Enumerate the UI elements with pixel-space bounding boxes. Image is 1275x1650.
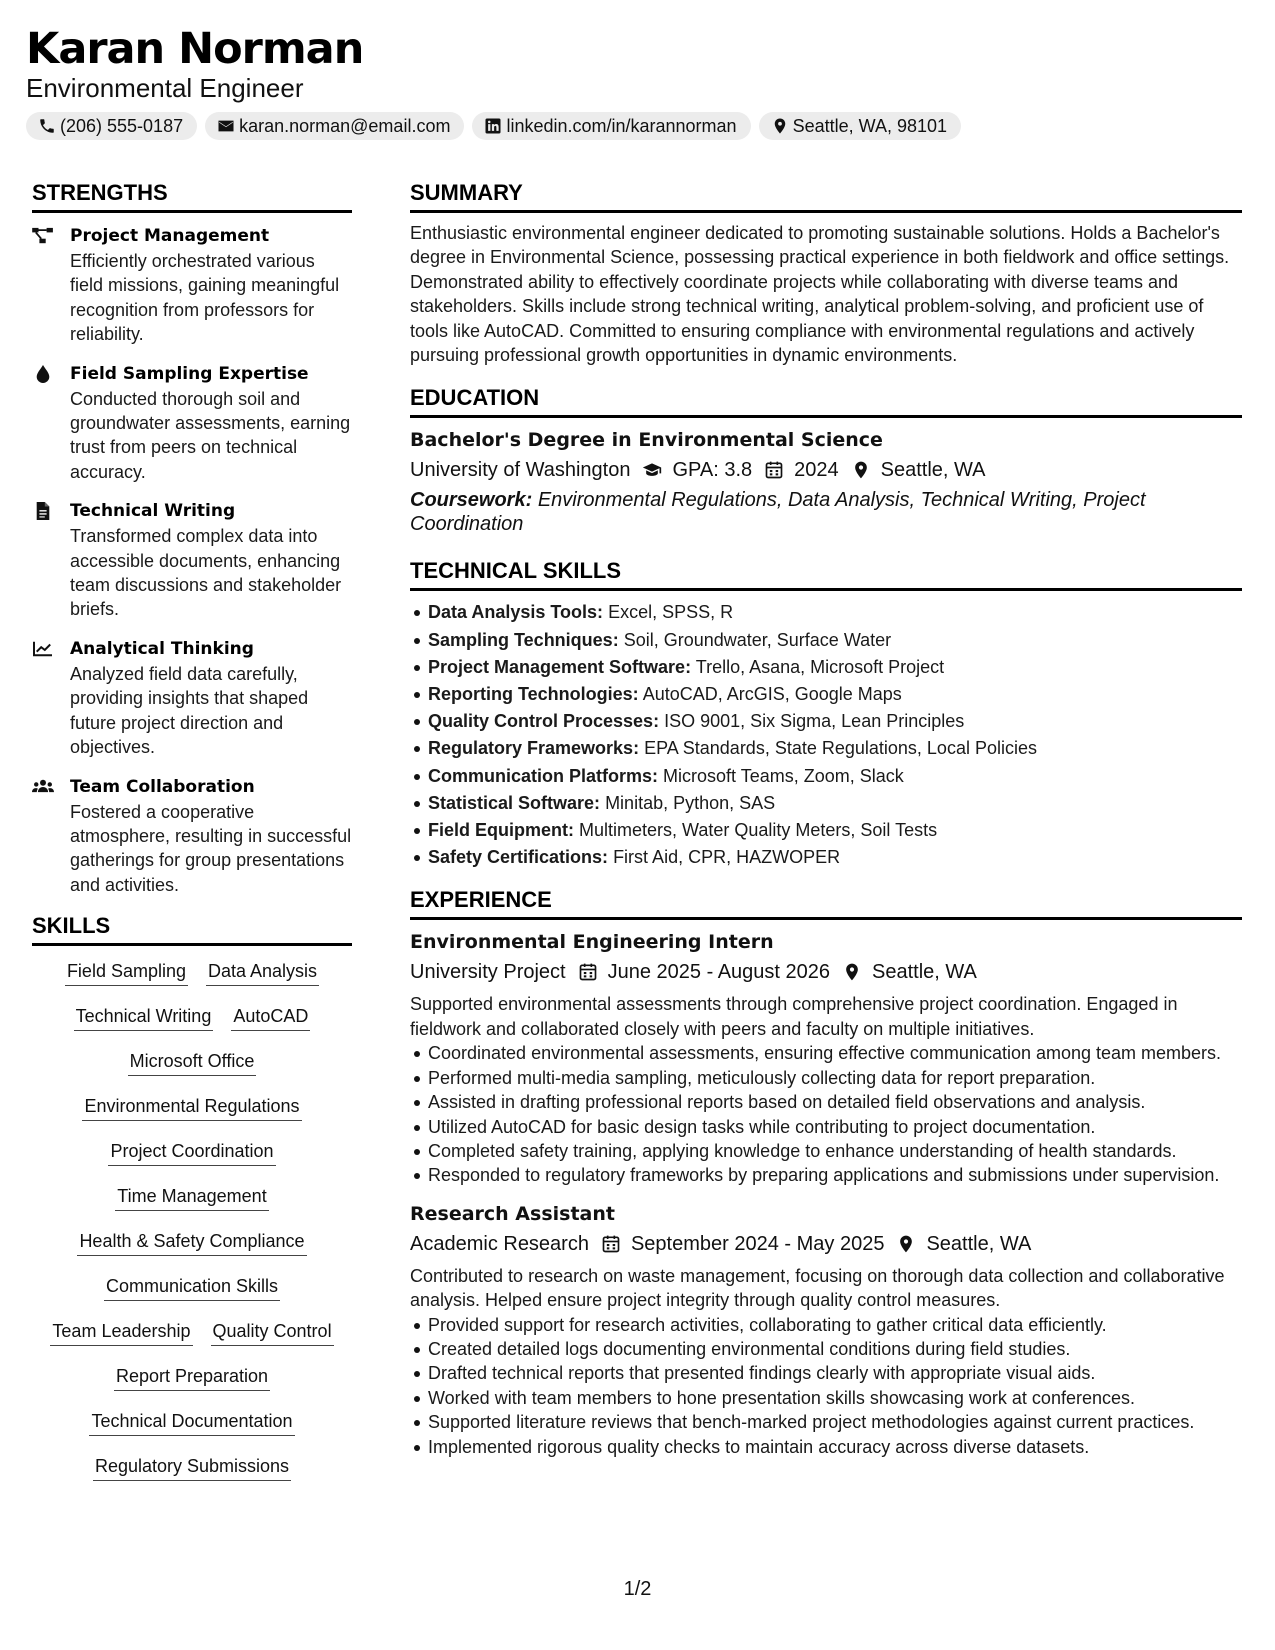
tech-skill-value: First Aid, CPR, HAZWOPER [613,847,841,868]
skill-tag: Health & Safety Compliance [77,1228,306,1256]
summary-text: Enthusiastic environmental engineer dedicated to promoting sustainable solutions. Holds a Bachelor's degree in Environmental Science, possessing practical experience in both fieldwork and office settings. Demonstrated ability to effectively coordinate projects while collaborating with diverse teams and stakeholders. Skills include strong technical writing, analytical problem-solving, and proficient use of tools like AutoCAD. Committed to ensuring compliance with environmental regulations and actively pursuing professional growth opportunities in dynamic environments. [410,223,1230,366]
experience-heading: EXPERIENCE [410,885,1242,920]
tech-skill-label: Communication Platforms: [428,765,659,786]
tech-skill-label: Quality Control Processes: [428,711,660,732]
strength-item [32,774,352,898]
list-item: Implemented rigorous quality checks to maintain accuracy across diverse datasets. [410,1435,1242,1459]
tech-skill-label: Data Analysis Tools: [428,602,604,623]
document-icon [32,502,54,520]
job-title: Research Assistant [410,1202,615,1225]
strength-desc: Conducted thorough soil and groundwater assessments, earning trust from peers on technical accuracy. [70,388,351,482]
tech-skill-value: AutoCAD, ArcGIS, Google Maps [642,684,902,705]
map-pin-icon [771,117,789,135]
location-text: Seattle, WA, 98101 [792,115,948,136]
coursework-list: Environmental Regulations, Data Analysis, Technical Writing, Project Coordination [410,489,1146,536]
job-meta [410,1228,1242,1260]
strength-title: Project Management [70,226,270,246]
strength-title: Team Collaboration [70,776,255,797]
job-location: Seattle, WA [926,1232,1032,1255]
tech-skill-value: Multimeters, Water Quality Meters, Soil Tests [579,820,938,841]
resume-header [26,24,1246,140]
email-chip[interactable] [205,112,464,140]
technical-skills-heading: TECHNICAL SKILLS [410,556,1242,591]
tech-skill-value: Excel, SPSS, R [608,602,734,623]
phone-text: (206) 555-0187 [60,115,184,136]
list-item: Provided support for research activities, collaborating to gather critical data efficiently. [410,1313,1242,1337]
tech-skill-label: Project Management Software: [428,656,692,677]
list-item [410,627,1242,654]
strength-title: Field Sampling Expertise [70,363,309,384]
strength-item [32,636,352,760]
tech-skill-label: Field Equipment: [428,820,574,841]
skill-tag: Project Coordination [108,1138,275,1166]
job-title: Environmental Engineering Intern [410,931,774,954]
job-org: University Project [410,961,566,984]
calendar-icon [578,962,598,982]
map-pin-icon [842,962,862,982]
list-item [410,654,1242,681]
tech-skill-value: Microsoft Teams, Zoom, Slack [663,765,904,786]
phone-icon [38,117,56,135]
list-item: Performed multi-media sampling, meticulously collecting data for report preparation. [410,1066,1242,1090]
school-name: University of Washington [410,459,631,482]
job-dates: June 2025 - August 2026 [607,961,831,984]
list-item [410,763,1242,790]
job-location: Seattle, WA [872,961,977,984]
list-item: Utilized AutoCAD for basic design tasks while contributing to project documentation. [410,1115,1242,1139]
education-heading: EDUCATION [410,383,1242,418]
coursework-label: Coursework: [410,489,533,512]
phone-chip[interactable] [26,112,197,140]
email-text: karan.norman@email.com [239,115,451,136]
line-chart-icon [32,640,54,658]
job-description: Contributed to research on waste management, focusing on thorough data collection and collaborative analysis. Helped ensure project integrity through quality control measures. [410,1265,1225,1311]
degree-title: Bachelor's Degree in Environmental Science [410,429,883,452]
list-item [410,681,1242,708]
tech-skill-label: Sampling Techniques: [428,629,619,650]
droplet-icon [32,365,54,383]
tech-skill-label: Reporting Technologies: [428,684,639,705]
education-meta [410,454,1242,486]
strengths-heading: STRENGTHS [32,178,352,213]
job-description: Supported environmental assessments through comprehensive project coordination. Engaged in fieldwork and collaborated closely with peers and faculty on multiple initiatives. [410,994,1178,1039]
strength-desc: Fostered a cooperative atmosphere, resulting in successful gatherings for group presentations and activities. [70,801,352,895]
candidate-title: Environmental Engineer [26,73,304,103]
experience-entry [410,1200,1242,1459]
users-icon [32,778,54,796]
list-item: Worked with team members to hone presentation skills showcasing work at conferences. [410,1386,1242,1410]
page-number: 1/2 [623,1578,652,1600]
technical-skills-list [410,599,1242,871]
job-dates: September 2024 - May 2025 [630,1232,885,1255]
list-item: Created detailed logs documenting environmental conditions during field studies. [410,1337,1242,1361]
skill-tag: Communication Skills [104,1273,280,1301]
summary-heading: SUMMARY [410,178,1242,213]
strength-title: Technical Writing [70,501,236,522]
strength-desc: Transformed complex data into accessible documents, enhancing team discussions and stakeholder briefs. [70,526,342,620]
left-column [32,178,352,1498]
location-chip [759,112,961,140]
strength-item [32,223,352,347]
skills-list [32,958,352,1498]
list-item [410,599,1242,626]
list-item: Coordinated environmental assessments, ensuring effective communication among team members. [410,1041,1242,1065]
list-item [410,708,1242,735]
list-item: Responded to regulatory frameworks by preparing applications and submissions under supervision. [410,1163,1242,1187]
calendar-icon [601,1234,621,1254]
map-pin-icon [851,460,871,480]
tech-skill-label: Statistical Software: [428,792,601,813]
skill-tag: Field Sampling [65,958,188,986]
skill-tag: AutoCAD [231,1003,310,1031]
tech-skill-value: Minitab, Python, SAS [605,792,776,813]
list-item [410,790,1242,817]
skill-tag: Quality Control [211,1318,334,1346]
experience-entry [410,928,1242,1187]
graduation-year: 2024 [794,459,839,482]
tech-skill-label: Regulatory Frameworks: [428,738,640,759]
strength-item [32,498,352,622]
strength-title: Analytical Thinking [70,638,254,659]
job-org: Academic Research [410,1232,589,1255]
skills-heading: SKILLS [32,911,352,946]
strength-desc: Efficiently orchestrated various field missions, gaining meaningful recognition from professors for reliability. [70,251,340,345]
graduation-cap-icon [642,460,662,480]
tech-skill-value: EPA Standards, State Regulations, Local Policies [644,738,1037,759]
contact-bar [26,112,1246,140]
list-item: Assisted in drafting professional reports based on detailed field observations and analysis. [410,1090,1242,1114]
education-location: Seattle, WA [880,459,986,482]
coursework [410,488,1242,536]
skill-tag: Technical Writing [74,1003,214,1031]
envelope-icon [217,117,235,135]
skill-tag: Report Preparation [114,1363,270,1391]
skill-tag: Technical Documentation [89,1408,294,1436]
linkedin-text: linkedin.com/in/karannorman [506,115,737,136]
job-bullets [410,1313,1242,1459]
candidate-name: Karan Norman [26,24,364,74]
skill-tag: Data Analysis [206,958,319,986]
strength-item [32,361,352,485]
map-pin-icon [896,1234,916,1254]
linkedin-icon [484,117,502,135]
calendar-icon [764,460,784,480]
list-item: Completed safety training, applying knowledge to enhance understanding of health standards. [410,1139,1242,1163]
right-column [410,178,1242,1471]
gpa-text: GPA: 3.8 [672,459,753,482]
tech-skill-value: ISO 9001, Six Sigma, Lean Principles [664,711,965,732]
linkedin-chip[interactable] [472,112,750,140]
list-item [410,817,1242,844]
skill-tag: Environmental Regulations [82,1093,301,1121]
skill-tag: Time Management [115,1183,268,1211]
tech-skill-value: Soil, Groundwater, Surface Water [623,629,892,650]
tech-skill-label: Safety Certifications: [428,847,609,868]
strength-desc: Analyzed field data carefully, providing insights that shaped future project direction and objectives. [70,663,309,758]
tech-skill-value: Trello, Asana, Microsoft Project [695,656,945,677]
skill-tag: Team Leadership [50,1318,192,1346]
skill-tag: Regulatory Submissions [93,1453,291,1481]
job-bullets [410,1041,1242,1187]
list-item: Drafted technical reports that presented findings clearly with appropriate visual aids. [410,1361,1242,1385]
list-item: Supported literature reviews that bench-marked project methodologies against current practices. [410,1410,1242,1434]
list-item [410,735,1242,762]
list-item [410,844,1242,871]
job-meta [410,956,1242,988]
project-diagram-icon [32,227,54,245]
skill-tag: Microsoft Office [128,1048,257,1076]
